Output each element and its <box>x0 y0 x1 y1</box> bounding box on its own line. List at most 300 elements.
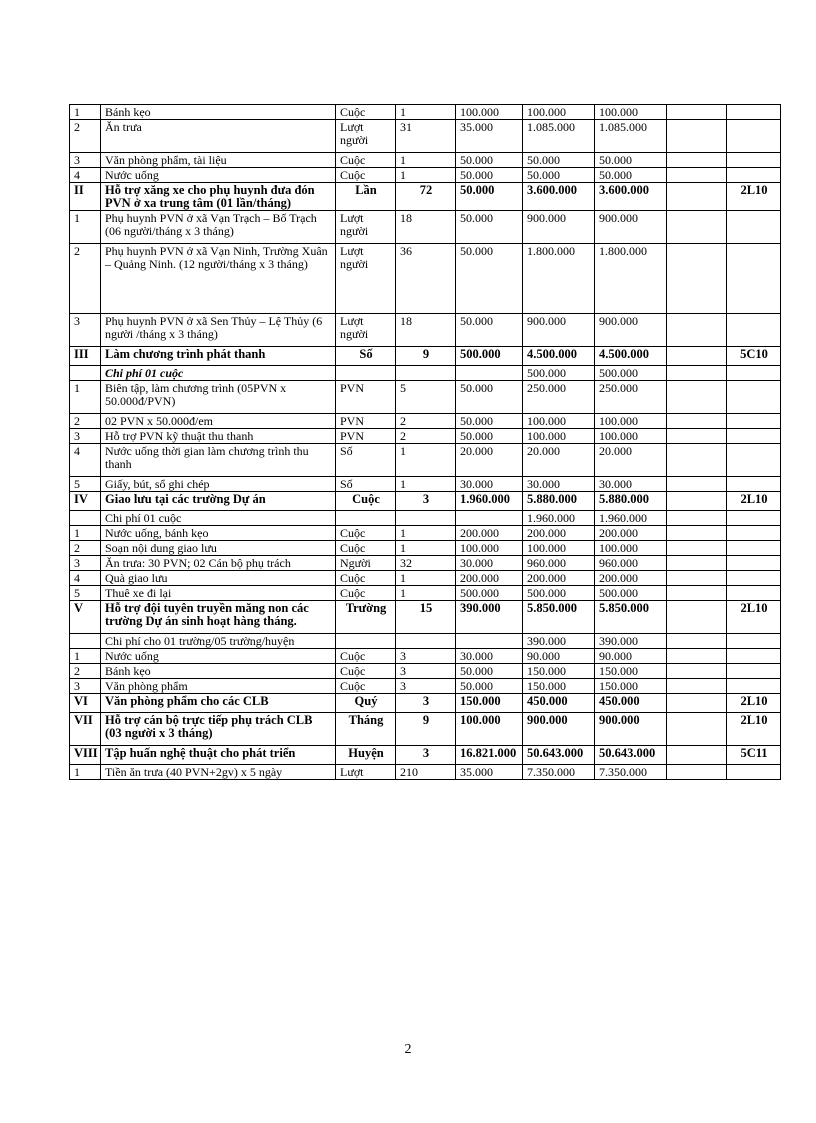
row-total: 5.850.000 <box>523 601 595 634</box>
row-unit: PVN <box>336 381 396 414</box>
row-unit: Cuộc <box>336 153 396 168</box>
row-number: 3 <box>70 556 101 571</box>
section-row <box>70 347 781 366</box>
row-unit-price: 50.000 <box>456 429 523 444</box>
row-source <box>667 601 727 634</box>
row-description: Tiền ăn trưa (40 PVN+2gv) x 5 ngày <box>101 765 336 780</box>
row-description: Văn phòng phẩm, tài liệu <box>101 153 336 168</box>
row-source <box>667 765 727 780</box>
row-quantity: 1 <box>396 586 456 601</box>
row-code <box>727 314 781 347</box>
row-number: V <box>70 601 101 634</box>
row-number: 1 <box>70 211 101 244</box>
table-row <box>70 571 781 586</box>
row-description: Phụ huynh PVN ở xã Sen Thủy – Lệ Thủy (6 người /tháng x 3 tháng) <box>101 314 336 347</box>
row-code <box>727 556 781 571</box>
row-quantity: 72 <box>396 183 456 211</box>
row-unit-price: 500.000 <box>456 586 523 601</box>
section-row <box>70 694 781 713</box>
row-unit-price: 20.000 <box>456 444 523 477</box>
row-source <box>667 183 727 211</box>
row-unit-price: 35.000 <box>456 120 523 153</box>
row-source <box>667 526 727 541</box>
table-row <box>70 634 781 649</box>
row-source <box>667 746 727 765</box>
row-total: 250.000 <box>523 381 595 414</box>
row-total: 1.960.000 <box>523 511 595 526</box>
row-total: 960.000 <box>523 556 595 571</box>
row-unit: Cuộc <box>336 649 396 664</box>
row-unit: Số <box>336 347 396 366</box>
row-number: 5 <box>70 477 101 492</box>
table-row <box>70 120 781 153</box>
section-row <box>70 746 781 765</box>
row-unit-price <box>456 366 523 381</box>
row-description: Hỗ trợ cán bộ trực tiếp phụ trách CLB (03 người x 3 tháng) <box>101 713 336 746</box>
row-unit: Tháng <box>336 713 396 746</box>
row-unit-price: 16.821.000 <box>456 746 523 765</box>
row-code <box>727 153 781 168</box>
row-unit: PVN <box>336 429 396 444</box>
row-quantity <box>396 634 456 649</box>
row-amount: 7.350.000 <box>595 765 667 780</box>
row-source <box>667 244 727 314</box>
section-row <box>70 492 781 511</box>
row-number: 2 <box>70 664 101 679</box>
row-number: 3 <box>70 429 101 444</box>
section-row <box>70 713 781 746</box>
row-unit <box>336 366 396 381</box>
row-description: Chi phí 01 cuộc <box>101 366 336 381</box>
table-row <box>70 429 781 444</box>
row-total: 30.000 <box>523 477 595 492</box>
row-code <box>727 679 781 694</box>
row-unit: Lượt người <box>336 211 396 244</box>
row-quantity: 31 <box>396 120 456 153</box>
row-unit: Lần <box>336 183 396 211</box>
row-description: Thuê xe đi lại <box>101 586 336 601</box>
row-unit: Số <box>336 444 396 477</box>
table-row <box>70 244 781 314</box>
row-description: Bánh kẹo <box>101 105 336 120</box>
row-amount: 100.000 <box>595 429 667 444</box>
row-source <box>667 105 727 120</box>
row-code: 2L10 <box>727 183 781 211</box>
row-unit: Lượt người <box>336 244 396 314</box>
row-source <box>667 679 727 694</box>
row-unit: Người <box>336 556 396 571</box>
row-description: Nước uống thời gian làm chương trình thu thanh <box>101 444 336 477</box>
row-source <box>667 444 727 477</box>
row-code <box>727 105 781 120</box>
row-number: 2 <box>70 244 101 314</box>
row-description: Tập huấn nghệ thuật cho phát triển <box>101 746 336 765</box>
row-amount: 150.000 <box>595 679 667 694</box>
row-total: 900.000 <box>523 713 595 746</box>
row-code: 2L10 <box>727 492 781 511</box>
row-amount: 900.000 <box>595 314 667 347</box>
table-row <box>70 366 781 381</box>
row-total: 150.000 <box>523 664 595 679</box>
row-description: Văn phòng phẩm <box>101 679 336 694</box>
row-code <box>727 168 781 183</box>
row-description: Giao lưu tại các trường Dự án <box>101 492 336 511</box>
row-description: Phụ huynh PVN ở xã Vạn Trạch – Bố Trạch (06 người/tháng x 3 tháng) <box>101 211 336 244</box>
row-amount: 250.000 <box>595 381 667 414</box>
row-unit: Quý <box>336 694 396 713</box>
row-unit-price: 1.960.000 <box>456 492 523 511</box>
row-unit-price: 30.000 <box>456 477 523 492</box>
row-number: 4 <box>70 444 101 477</box>
row-total: 150.000 <box>523 679 595 694</box>
row-quantity: 1 <box>396 571 456 586</box>
row-description: Soạn nội dung giao lưu <box>101 541 336 556</box>
row-number: 2 <box>70 120 101 153</box>
row-description: Làm chương trình phát thanh <box>101 347 336 366</box>
table-row <box>70 586 781 601</box>
row-description: Giấy, bút, sổ ghi chép <box>101 477 336 492</box>
row-amount: 50.000 <box>595 153 667 168</box>
row-amount: 900.000 <box>595 713 667 746</box>
row-unit-price: 50.000 <box>456 168 523 183</box>
row-total: 100.000 <box>523 541 595 556</box>
row-number: 1 <box>70 381 101 414</box>
row-total: 50.000 <box>523 153 595 168</box>
row-description: Phụ huynh PVN ở xã Vạn Ninh, Trường Xuân – Quảng Ninh. (12 người/tháng x 3 tháng) <box>101 244 336 314</box>
row-description: Hỗ trợ đội tuyên truyền măng non các trường Dự án sinh hoạt hàng tháng. <box>101 601 336 634</box>
table-row <box>70 444 781 477</box>
row-unit-price: 50.000 <box>456 664 523 679</box>
row-source <box>667 347 727 366</box>
table-row <box>70 649 781 664</box>
row-number: VIII <box>70 746 101 765</box>
row-amount: 3.600.000 <box>595 183 667 211</box>
section-row <box>70 183 781 211</box>
row-quantity: 3 <box>396 679 456 694</box>
row-code <box>727 477 781 492</box>
row-code <box>727 120 781 153</box>
row-description: Biên tập, làm chương trình (05PVN x 50.000đ/PVN) <box>101 381 336 414</box>
table-row <box>70 477 781 492</box>
row-number: VII <box>70 713 101 746</box>
row-amount: 450.000 <box>595 694 667 713</box>
row-quantity: 15 <box>396 601 456 634</box>
row-quantity: 1 <box>396 541 456 556</box>
row-unit-price <box>456 511 523 526</box>
row-code <box>727 366 781 381</box>
row-number: 3 <box>70 314 101 347</box>
table-row <box>70 168 781 183</box>
row-unit-price: 200.000 <box>456 526 523 541</box>
row-quantity <box>396 366 456 381</box>
row-description: Nước uống <box>101 649 336 664</box>
row-code <box>727 526 781 541</box>
table-row <box>70 664 781 679</box>
row-unit-price: 100.000 <box>456 105 523 120</box>
row-unit: Cuộc <box>336 679 396 694</box>
row-number: 1 <box>70 526 101 541</box>
row-amount: 100.000 <box>595 414 667 429</box>
row-source <box>667 511 727 526</box>
row-amount: 1.085.000 <box>595 120 667 153</box>
row-source <box>667 153 727 168</box>
row-quantity: 1 <box>396 477 456 492</box>
table-row <box>70 765 781 780</box>
row-source <box>667 541 727 556</box>
row-unit-price: 30.000 <box>456 556 523 571</box>
row-number: 3 <box>70 679 101 694</box>
row-source <box>667 429 727 444</box>
row-description: Bánh kẹo <box>101 664 336 679</box>
row-quantity: 3 <box>396 649 456 664</box>
row-quantity: 1 <box>396 105 456 120</box>
row-total: 100.000 <box>523 414 595 429</box>
row-unit-price: 390.000 <box>456 601 523 634</box>
row-code <box>727 444 781 477</box>
row-number: IV <box>70 492 101 511</box>
row-total: 5.880.000 <box>523 492 595 511</box>
table-row <box>70 381 781 414</box>
row-total: 50.000 <box>523 168 595 183</box>
row-code <box>727 634 781 649</box>
row-amount: 1.800.000 <box>595 244 667 314</box>
row-quantity: 1 <box>396 444 456 477</box>
row-unit: Cuộc <box>336 586 396 601</box>
row-number: 3 <box>70 153 101 168</box>
row-description: Ăn trưa: 30 PVN; 02 Cán bộ phụ trách <box>101 556 336 571</box>
row-source <box>667 381 727 414</box>
row-total: 1.800.000 <box>523 244 595 314</box>
row-description: 02 PVN x 50.000đ/em <box>101 414 336 429</box>
row-number: 1 <box>70 765 101 780</box>
row-unit: PVN <box>336 414 396 429</box>
budget-table <box>69 104 781 780</box>
row-code <box>727 571 781 586</box>
row-code <box>727 414 781 429</box>
row-code: 2L10 <box>727 601 781 634</box>
row-amount: 960.000 <box>595 556 667 571</box>
row-unit-price: 100.000 <box>456 713 523 746</box>
row-total: 900.000 <box>523 211 595 244</box>
row-amount: 5.880.000 <box>595 492 667 511</box>
table-body <box>70 105 781 780</box>
row-amount: 50.643.000 <box>595 746 667 765</box>
row-code: 5C10 <box>727 347 781 366</box>
row-amount: 500.000 <box>595 586 667 601</box>
row-source <box>667 694 727 713</box>
row-quantity: 1 <box>396 526 456 541</box>
row-amount: 100.000 <box>595 105 667 120</box>
row-unit-price: 50.000 <box>456 183 523 211</box>
table-row <box>70 526 781 541</box>
row-total: 500.000 <box>523 366 595 381</box>
row-unit: Lượt người <box>336 120 396 153</box>
row-unit-price: 100.000 <box>456 541 523 556</box>
row-unit: Cuộc <box>336 664 396 679</box>
row-source <box>667 477 727 492</box>
row-unit: Huyện <box>336 746 396 765</box>
row-description: Ăn trưa <box>101 120 336 153</box>
row-code <box>727 429 781 444</box>
row-quantity: 3 <box>396 746 456 765</box>
row-description: Hỗ trợ xăng xe cho phụ huynh đưa đón PVN ở xa trung tâm (01 lần/tháng) <box>101 183 336 211</box>
row-quantity: 3 <box>396 664 456 679</box>
row-unit: Cuộc <box>336 541 396 556</box>
row-unit <box>336 511 396 526</box>
row-unit-price <box>456 634 523 649</box>
row-amount: 50.000 <box>595 168 667 183</box>
row-total: 100.000 <box>523 105 595 120</box>
row-quantity: 3 <box>396 492 456 511</box>
row-number: VI <box>70 694 101 713</box>
row-code <box>727 381 781 414</box>
row-code <box>727 541 781 556</box>
row-unit: Cuộc <box>336 168 396 183</box>
row-number <box>70 634 101 649</box>
row-unit: Cuộc <box>336 571 396 586</box>
row-unit-price: 50.000 <box>456 679 523 694</box>
row-quantity: 9 <box>396 347 456 366</box>
row-number: II <box>70 183 101 211</box>
row-total: 90.000 <box>523 649 595 664</box>
row-quantity: 18 <box>396 211 456 244</box>
row-total: 450.000 <box>523 694 595 713</box>
row-code: 2L10 <box>727 713 781 746</box>
table-row <box>70 679 781 694</box>
row-unit: Cuộc <box>336 105 396 120</box>
table-row <box>70 556 781 571</box>
row-source <box>667 556 727 571</box>
row-unit-price: 50.000 <box>456 153 523 168</box>
row-total: 100.000 <box>523 429 595 444</box>
row-unit <box>336 634 396 649</box>
row-total: 500.000 <box>523 586 595 601</box>
row-source <box>667 571 727 586</box>
row-description: Văn phòng phẩm cho các CLB <box>101 694 336 713</box>
row-amount: 1.960.000 <box>595 511 667 526</box>
row-source <box>667 713 727 746</box>
row-source <box>667 649 727 664</box>
row-quantity: 32 <box>396 556 456 571</box>
row-source <box>667 586 727 601</box>
row-quantity: 9 <box>396 713 456 746</box>
row-quantity: 18 <box>396 314 456 347</box>
row-code <box>727 244 781 314</box>
row-source <box>667 634 727 649</box>
page-number: 2 <box>404 1042 412 1057</box>
row-amount: 100.000 <box>595 541 667 556</box>
row-description: Nước uống <box>101 168 336 183</box>
row-amount: 30.000 <box>595 477 667 492</box>
row-unit: Trường <box>336 601 396 634</box>
row-number: 5 <box>70 586 101 601</box>
row-quantity: 210 <box>396 765 456 780</box>
row-total: 200.000 <box>523 571 595 586</box>
row-number: 1 <box>70 105 101 120</box>
row-code <box>727 511 781 526</box>
row-source <box>667 414 727 429</box>
row-total: 1.085.000 <box>523 120 595 153</box>
row-quantity: 1 <box>396 153 456 168</box>
row-quantity: 5 <box>396 381 456 414</box>
row-description: Quà giao lưu <box>101 571 336 586</box>
row-amount: 150.000 <box>595 664 667 679</box>
row-amount: 900.000 <box>595 211 667 244</box>
row-unit-price: 50.000 <box>456 244 523 314</box>
row-number: 2 <box>70 541 101 556</box>
row-unit: Cuộc <box>336 526 396 541</box>
row-total: 900.000 <box>523 314 595 347</box>
row-amount: 20.000 <box>595 444 667 477</box>
row-source <box>667 211 727 244</box>
section-row <box>70 601 781 634</box>
row-unit: Cuộc <box>336 492 396 511</box>
row-number: 4 <box>70 571 101 586</box>
row-number: 4 <box>70 168 101 183</box>
row-source <box>667 314 727 347</box>
row-quantity: 2 <box>396 414 456 429</box>
row-code <box>727 649 781 664</box>
table-row <box>70 153 781 168</box>
table-row <box>70 314 781 347</box>
row-description: Nước uống, bánh kẹo <box>101 526 336 541</box>
row-code: 5C11 <box>727 746 781 765</box>
row-number: 1 <box>70 649 101 664</box>
row-quantity <box>396 511 456 526</box>
row-amount: 5.850.000 <box>595 601 667 634</box>
row-number: 2 <box>70 414 101 429</box>
row-amount: 4.500.000 <box>595 347 667 366</box>
row-code <box>727 211 781 244</box>
row-unit: Lượt <box>336 765 396 780</box>
table-row <box>70 414 781 429</box>
row-total: 4.500.000 <box>523 347 595 366</box>
table-row <box>70 541 781 556</box>
row-total: 50.643.000 <box>523 746 595 765</box>
table-row <box>70 211 781 244</box>
row-number <box>70 366 101 381</box>
row-total: 200.000 <box>523 526 595 541</box>
row-amount: 500.000 <box>595 366 667 381</box>
row-unit-price: 200.000 <box>456 571 523 586</box>
row-unit-price: 30.000 <box>456 649 523 664</box>
row-unit-price: 50.000 <box>456 211 523 244</box>
row-unit-price: 500.000 <box>456 347 523 366</box>
row-code: 2L10 <box>727 694 781 713</box>
row-total: 7.350.000 <box>523 765 595 780</box>
row-source <box>667 664 727 679</box>
row-amount: 200.000 <box>595 571 667 586</box>
row-code <box>727 586 781 601</box>
row-total: 390.000 <box>523 634 595 649</box>
row-number <box>70 511 101 526</box>
row-description: Hỗ trợ PVN kỹ thuật thu thanh <box>101 429 336 444</box>
row-source <box>667 120 727 153</box>
row-quantity: 36 <box>396 244 456 314</box>
row-unit-price: 50.000 <box>456 414 523 429</box>
row-code <box>727 765 781 780</box>
row-unit-price: 50.000 <box>456 381 523 414</box>
row-description: Chi phí 01 cuộc <box>101 511 336 526</box>
row-source <box>667 492 727 511</box>
row-source <box>667 366 727 381</box>
row-source <box>667 168 727 183</box>
row-amount: 90.000 <box>595 649 667 664</box>
row-quantity: 2 <box>396 429 456 444</box>
row-quantity: 3 <box>396 694 456 713</box>
row-amount: 200.000 <box>595 526 667 541</box>
row-unit-price: 35.000 <box>456 765 523 780</box>
